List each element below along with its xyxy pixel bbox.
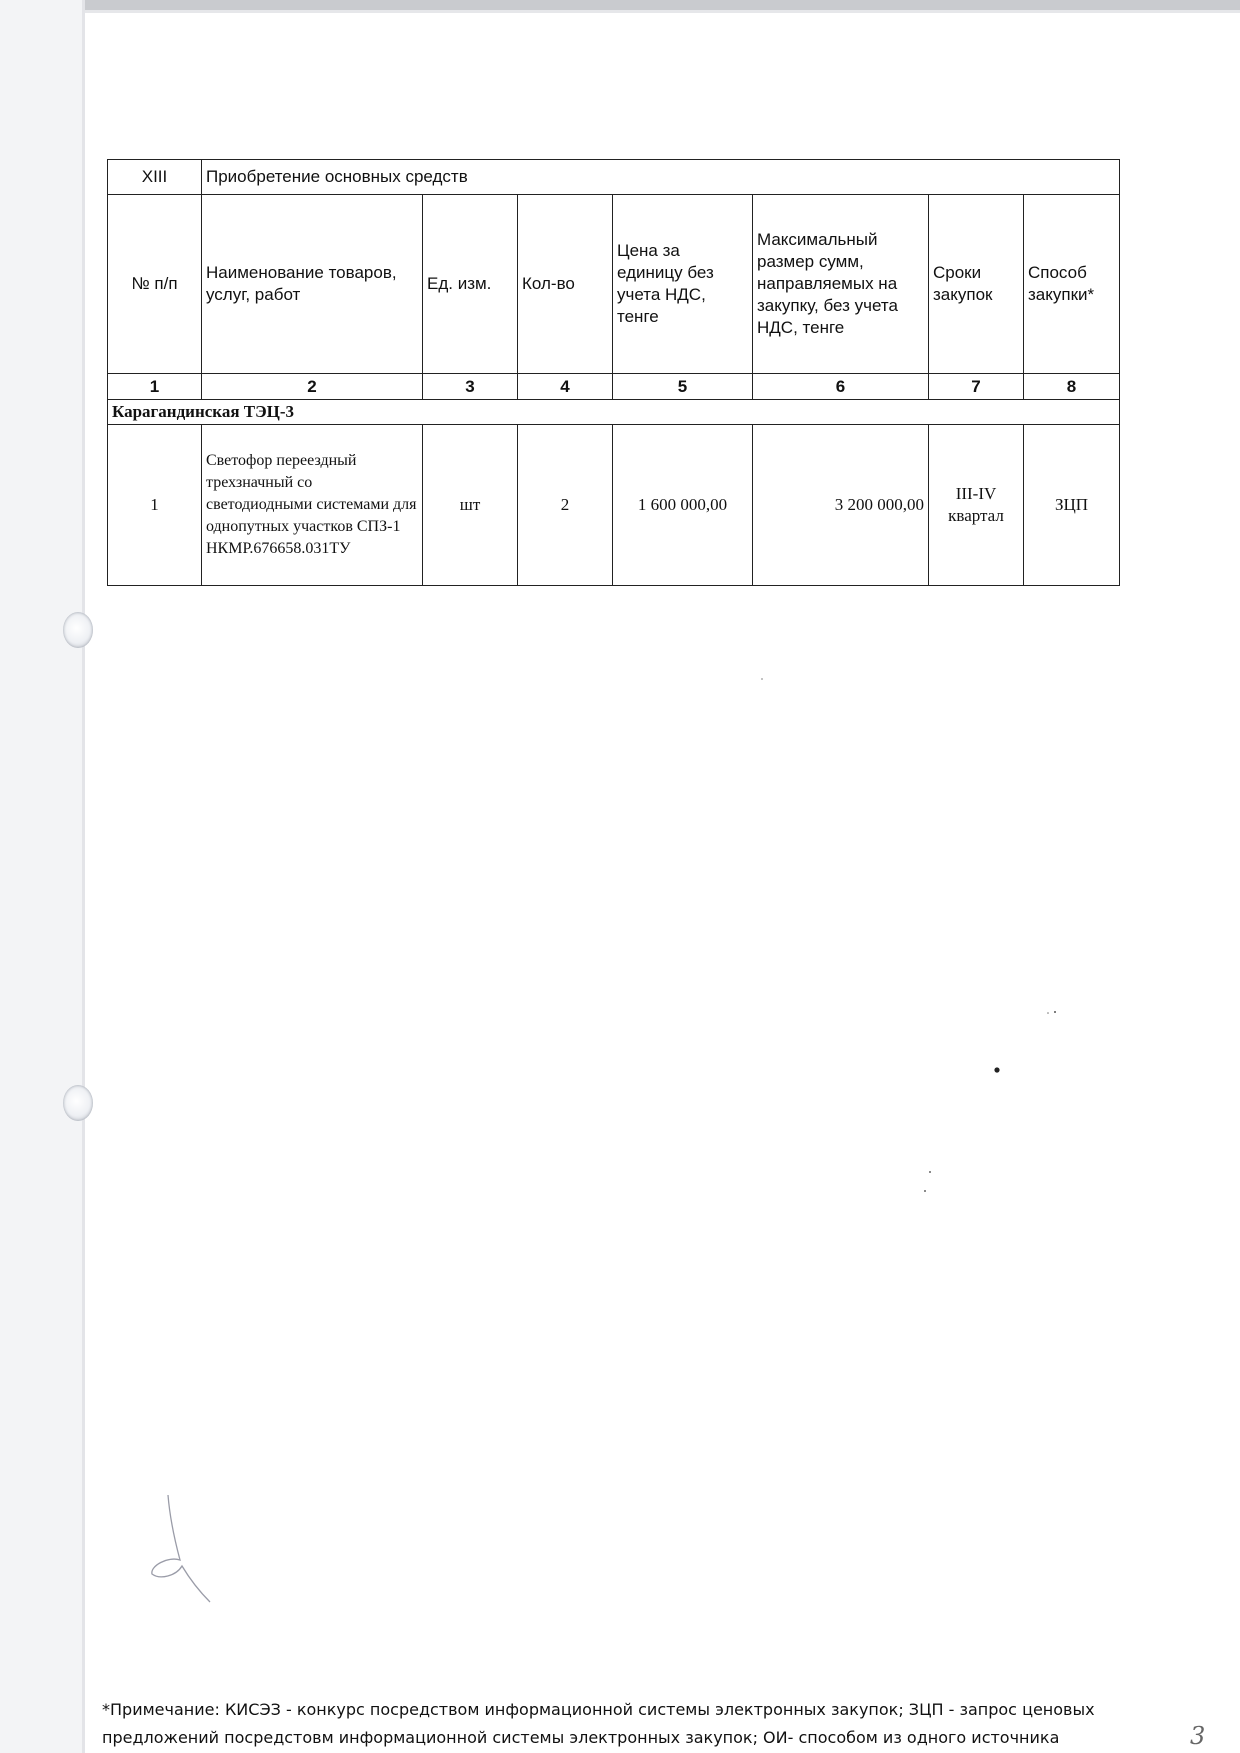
column-number: 3 [423,374,518,400]
page-number: 3 [1190,1722,1206,1750]
header-qty: Кол-во [518,195,613,374]
row-method: ЗЦП [1024,425,1120,586]
header-num: № п/п [108,195,202,374]
row-max-amount: 3 200 000,00 [753,425,929,586]
group-title: Карагандинская ТЭЦ-3 [108,400,1120,425]
header-name: Наименование товаров, услуг, работ [202,195,423,374]
section-title: Приобретение основных средств [202,160,1120,195]
row-unit-price: 1 600 000,00 [613,425,753,586]
header-period: Сроки закупок [929,195,1024,374]
row-num: 1 [108,425,202,586]
column-number: 4 [518,374,613,400]
row-unit: шт [423,425,518,586]
header-unit: Ед. изм. [423,195,518,374]
row-name: Светофор переездный трехзначный со светодиодными системами для однопутных участков СПЗ-1 НКМР.676658.031ТУ [202,425,423,586]
column-number: 1 [108,374,202,400]
section-code: XIII [108,160,202,195]
column-number: 2 [202,374,423,400]
row-period: III-IV квартал [929,425,1024,586]
column-number: 7 [929,374,1024,400]
header-unit-price: Цена за единицу без учета НДС, тенге [613,195,753,374]
column-number: 8 [1024,374,1120,400]
column-number: 5 [613,374,753,400]
header-method: Способ закупки* [1024,195,1120,374]
header-max-amount: Максимальный размер сумм, направляемых на закупку, без учета НДС, тенге [753,195,929,374]
footnote: *Примечание: КИСЭЗ - конкурс посредством информационной системы электронных закупок; ЗЦП - запрос ценовых предложений посредстовм информационной системы электронных закупок; ОИ- способом из одного источника [102,1700,1095,1747]
row-qty: 2 [518,425,613,586]
column-number: 6 [753,374,929,400]
